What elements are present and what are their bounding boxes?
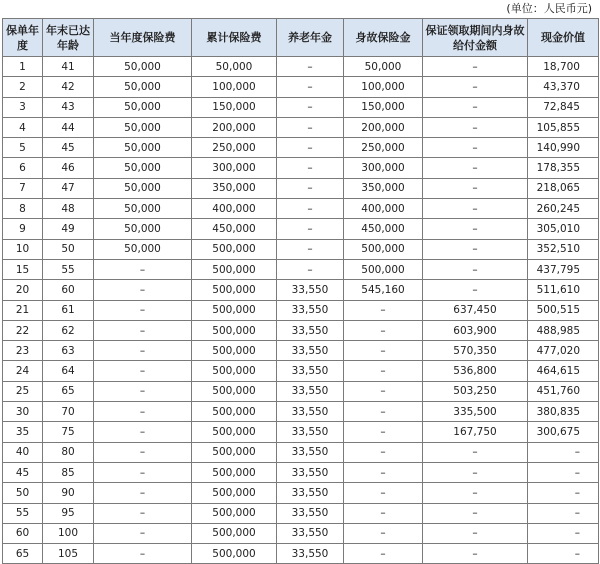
cell-guaranteed-death-payment: 335,500 bbox=[423, 402, 528, 422]
cell-cash-value: 305,010 bbox=[528, 219, 599, 239]
cell-policy-year: 24 bbox=[3, 361, 43, 381]
cell-death-benefit: – bbox=[344, 402, 423, 422]
cell-annual-premium: 50,000 bbox=[94, 97, 192, 117]
cell-policy-year: 4 bbox=[3, 117, 43, 137]
cell-cumulative-premium: 500,000 bbox=[192, 239, 277, 259]
cell-death-benefit: 300,000 bbox=[344, 158, 423, 178]
cell-pension-annuity: 33,550 bbox=[277, 341, 344, 361]
cell-guaranteed-death-payment: 503,250 bbox=[423, 381, 528, 401]
cell-cumulative-premium: 500,000 bbox=[192, 523, 277, 543]
cell-pension-annuity: – bbox=[277, 178, 344, 198]
cell-death-benefit: 350,000 bbox=[344, 178, 423, 198]
cell-cumulative-premium: 500,000 bbox=[192, 259, 277, 279]
cell-guaranteed-death-payment: – bbox=[423, 57, 528, 77]
cell-annual-premium: 50,000 bbox=[94, 239, 192, 259]
cell-cumulative-premium: 500,000 bbox=[192, 544, 277, 564]
cell-cumulative-premium: 500,000 bbox=[192, 483, 277, 503]
unit-note: (单位：人民币元) bbox=[506, 2, 592, 15]
table-row bbox=[3, 158, 599, 178]
cell-guaranteed-death-payment: – bbox=[423, 544, 528, 564]
cell-cash-value: 464,615 bbox=[528, 361, 599, 381]
cell-guaranteed-death-payment: – bbox=[423, 199, 528, 219]
cell-age: 105 bbox=[43, 544, 94, 564]
cell-policy-year: 40 bbox=[3, 442, 43, 462]
header-guaranteed-death-payment: 保证领取期间内身故给付金额 bbox=[423, 19, 528, 57]
cell-cumulative-premium: 500,000 bbox=[192, 280, 277, 300]
cell-guaranteed-death-payment: – bbox=[423, 462, 528, 482]
cell-guaranteed-death-payment: 637,450 bbox=[423, 300, 528, 320]
cell-annual-premium: – bbox=[94, 544, 192, 564]
cell-annual-premium: – bbox=[94, 442, 192, 462]
cell-annual-premium: 50,000 bbox=[94, 138, 192, 158]
cell-annual-premium: 50,000 bbox=[94, 77, 192, 97]
table-row bbox=[3, 462, 599, 482]
cell-cash-value: – bbox=[528, 544, 599, 564]
cell-pension-annuity: – bbox=[277, 138, 344, 158]
cell-death-benefit: – bbox=[344, 300, 423, 320]
cell-cumulative-premium: 450,000 bbox=[192, 219, 277, 239]
cell-death-benefit: – bbox=[344, 361, 423, 381]
table-row bbox=[3, 503, 599, 523]
cell-policy-year: 60 bbox=[3, 523, 43, 543]
cell-cumulative-premium: 500,000 bbox=[192, 361, 277, 381]
cell-pension-annuity: – bbox=[277, 239, 344, 259]
cell-policy-year: 22 bbox=[3, 320, 43, 340]
cell-guaranteed-death-payment: – bbox=[423, 523, 528, 543]
header-pension-annuity: 养老年金 bbox=[277, 19, 344, 57]
cell-age: 64 bbox=[43, 361, 94, 381]
cell-death-benefit: 250,000 bbox=[344, 138, 423, 158]
cell-cash-value: 488,985 bbox=[528, 320, 599, 340]
cell-policy-year: 45 bbox=[3, 462, 43, 482]
cell-cumulative-premium: 500,000 bbox=[192, 503, 277, 523]
cell-pension-annuity: 33,550 bbox=[277, 320, 344, 340]
cell-pension-annuity: 33,550 bbox=[277, 544, 344, 564]
cell-annual-premium: – bbox=[94, 483, 192, 503]
table-row bbox=[3, 239, 599, 259]
cell-policy-year: 25 bbox=[3, 381, 43, 401]
header-cash-value: 现金价值 bbox=[528, 19, 599, 57]
cell-age: 49 bbox=[43, 219, 94, 239]
cell-cash-value: – bbox=[528, 503, 599, 523]
cell-pension-annuity: 33,550 bbox=[277, 361, 344, 381]
cell-cumulative-premium: 350,000 bbox=[192, 178, 277, 198]
cell-policy-year: 5 bbox=[3, 138, 43, 158]
cell-cash-value: – bbox=[528, 523, 599, 543]
cell-annual-premium: – bbox=[94, 503, 192, 523]
cell-age: 80 bbox=[43, 442, 94, 462]
cell-cash-value: 500,515 bbox=[528, 300, 599, 320]
cell-death-benefit: 150,000 bbox=[344, 97, 423, 117]
cell-pension-annuity: – bbox=[277, 219, 344, 239]
cell-age: 55 bbox=[43, 259, 94, 279]
table-row bbox=[3, 341, 599, 361]
cell-pension-annuity: – bbox=[277, 97, 344, 117]
cell-age: 60 bbox=[43, 280, 94, 300]
cell-policy-year: 23 bbox=[3, 341, 43, 361]
cell-annual-premium: – bbox=[94, 422, 192, 442]
table-row bbox=[3, 381, 599, 401]
cell-cumulative-premium: 500,000 bbox=[192, 422, 277, 442]
cell-policy-year: 55 bbox=[3, 503, 43, 523]
table-row bbox=[3, 199, 599, 219]
cell-death-benefit: 500,000 bbox=[344, 259, 423, 279]
cell-death-benefit: – bbox=[344, 503, 423, 523]
cell-guaranteed-death-payment: – bbox=[423, 259, 528, 279]
header-policy-year: 保单年度 bbox=[3, 19, 43, 57]
cell-annual-premium: 50,000 bbox=[94, 219, 192, 239]
table-row bbox=[3, 442, 599, 462]
cell-death-benefit: 400,000 bbox=[344, 199, 423, 219]
cell-guaranteed-death-payment: 536,800 bbox=[423, 361, 528, 381]
table-row bbox=[3, 117, 599, 137]
cell-policy-year: 21 bbox=[3, 300, 43, 320]
cell-age: 75 bbox=[43, 422, 94, 442]
cell-guaranteed-death-payment: 570,350 bbox=[423, 341, 528, 361]
cell-annual-premium: – bbox=[94, 280, 192, 300]
cell-pension-annuity: – bbox=[277, 77, 344, 97]
cell-age: 62 bbox=[43, 320, 94, 340]
cell-policy-year: 1 bbox=[3, 57, 43, 77]
cell-death-benefit: – bbox=[344, 341, 423, 361]
cell-annual-premium: – bbox=[94, 402, 192, 422]
cell-annual-premium: – bbox=[94, 341, 192, 361]
benefit-table bbox=[2, 18, 599, 564]
cell-guaranteed-death-payment: – bbox=[423, 158, 528, 178]
cell-death-benefit: – bbox=[344, 381, 423, 401]
cell-cumulative-premium: 150,000 bbox=[192, 97, 277, 117]
cell-annual-premium: – bbox=[94, 300, 192, 320]
cell-cash-value: 178,355 bbox=[528, 158, 599, 178]
cell-cash-value: 451,760 bbox=[528, 381, 599, 401]
cell-annual-premium: 50,000 bbox=[94, 178, 192, 198]
cell-pension-annuity: – bbox=[277, 57, 344, 77]
cell-policy-year: 10 bbox=[3, 239, 43, 259]
cell-pension-annuity: 33,550 bbox=[277, 523, 344, 543]
cell-age: 47 bbox=[43, 178, 94, 198]
cell-death-benefit: 100,000 bbox=[344, 77, 423, 97]
cell-policy-year: 2 bbox=[3, 77, 43, 97]
cell-age: 41 bbox=[43, 57, 94, 77]
cell-death-benefit: 545,160 bbox=[344, 280, 423, 300]
cell-policy-year: 65 bbox=[3, 544, 43, 564]
cell-guaranteed-death-payment: – bbox=[423, 442, 528, 462]
cell-cash-value: 380,835 bbox=[528, 402, 599, 422]
cell-guaranteed-death-payment: – bbox=[423, 138, 528, 158]
table-row bbox=[3, 523, 599, 543]
table-row bbox=[3, 138, 599, 158]
cell-pension-annuity: – bbox=[277, 158, 344, 178]
table-row bbox=[3, 219, 599, 239]
table-row bbox=[3, 361, 599, 381]
cell-guaranteed-death-payment: – bbox=[423, 483, 528, 503]
cell-annual-premium: 50,000 bbox=[94, 199, 192, 219]
cell-pension-annuity: – bbox=[277, 259, 344, 279]
cell-cash-value: – bbox=[528, 442, 599, 462]
table-row bbox=[3, 77, 599, 97]
table-row bbox=[3, 178, 599, 198]
cell-age: 85 bbox=[43, 462, 94, 482]
cell-guaranteed-death-payment: – bbox=[423, 219, 528, 239]
cell-cumulative-premium: 50,000 bbox=[192, 57, 277, 77]
cell-guaranteed-death-payment: – bbox=[423, 117, 528, 137]
header-cumulative-premium: 累计保险费 bbox=[192, 19, 277, 57]
table-row bbox=[3, 483, 599, 503]
cell-guaranteed-death-payment: – bbox=[423, 280, 528, 300]
cell-pension-annuity: 33,550 bbox=[277, 300, 344, 320]
table-body bbox=[3, 57, 599, 564]
header-death-benefit: 身故保险金 bbox=[344, 19, 423, 57]
cell-cumulative-premium: 400,000 bbox=[192, 199, 277, 219]
cell-pension-annuity: 33,550 bbox=[277, 503, 344, 523]
cell-cash-value: 218,065 bbox=[528, 178, 599, 198]
cell-cumulative-premium: 100,000 bbox=[192, 77, 277, 97]
cell-cumulative-premium: 500,000 bbox=[192, 341, 277, 361]
cell-age: 45 bbox=[43, 138, 94, 158]
cell-annual-premium: – bbox=[94, 462, 192, 482]
cell-cash-value: 43,370 bbox=[528, 77, 599, 97]
cell-cumulative-premium: 500,000 bbox=[192, 381, 277, 401]
cell-death-benefit: 50,000 bbox=[344, 57, 423, 77]
cell-pension-annuity: – bbox=[277, 199, 344, 219]
cell-annual-premium: 50,000 bbox=[94, 117, 192, 137]
cell-age: 63 bbox=[43, 341, 94, 361]
cell-annual-premium: 50,000 bbox=[94, 57, 192, 77]
cell-cumulative-premium: 200,000 bbox=[192, 117, 277, 137]
cell-death-benefit: – bbox=[344, 462, 423, 482]
cell-cash-value: 477,020 bbox=[528, 341, 599, 361]
cell-age: 95 bbox=[43, 503, 94, 523]
cell-death-benefit: 450,000 bbox=[344, 219, 423, 239]
table-row bbox=[3, 422, 599, 442]
cell-pension-annuity: 33,550 bbox=[277, 422, 344, 442]
cell-cash-value: 18,700 bbox=[528, 57, 599, 77]
cell-pension-annuity: 33,550 bbox=[277, 402, 344, 422]
cell-death-benefit: 200,000 bbox=[344, 117, 423, 137]
cell-age: 90 bbox=[43, 483, 94, 503]
cell-cash-value: 260,245 bbox=[528, 199, 599, 219]
cell-death-benefit: – bbox=[344, 544, 423, 564]
cell-age: 42 bbox=[43, 77, 94, 97]
cell-policy-year: 6 bbox=[3, 158, 43, 178]
cell-policy-year: 50 bbox=[3, 483, 43, 503]
cell-death-benefit: – bbox=[344, 483, 423, 503]
cell-pension-annuity: 33,550 bbox=[277, 280, 344, 300]
cell-age: 65 bbox=[43, 381, 94, 401]
cell-cash-value: 105,855 bbox=[528, 117, 599, 137]
cell-annual-premium: – bbox=[94, 259, 192, 279]
table-row bbox=[3, 544, 599, 564]
cell-pension-annuity: 33,550 bbox=[277, 483, 344, 503]
header-age: 年末已达年龄 bbox=[43, 19, 94, 57]
cell-age: 50 bbox=[43, 239, 94, 259]
cell-age: 48 bbox=[43, 199, 94, 219]
cell-cash-value: 511,610 bbox=[528, 280, 599, 300]
cell-annual-premium: – bbox=[94, 381, 192, 401]
cell-policy-year: 15 bbox=[3, 259, 43, 279]
cell-age: 43 bbox=[43, 97, 94, 117]
cell-cumulative-premium: 500,000 bbox=[192, 462, 277, 482]
table-row bbox=[3, 280, 599, 300]
cell-age: 61 bbox=[43, 300, 94, 320]
cell-policy-year: 8 bbox=[3, 199, 43, 219]
cell-pension-annuity: 33,550 bbox=[277, 442, 344, 462]
table-row bbox=[3, 57, 599, 77]
cell-age: 46 bbox=[43, 158, 94, 178]
table-row bbox=[3, 320, 599, 340]
cell-guaranteed-death-payment: – bbox=[423, 97, 528, 117]
table-row bbox=[3, 402, 599, 422]
cell-guaranteed-death-payment: – bbox=[423, 77, 528, 97]
cell-pension-annuity: 33,550 bbox=[277, 462, 344, 482]
cell-cumulative-premium: 300,000 bbox=[192, 158, 277, 178]
table-row bbox=[3, 300, 599, 320]
cell-cumulative-premium: 500,000 bbox=[192, 320, 277, 340]
table-header-row bbox=[3, 19, 599, 57]
cell-guaranteed-death-payment: – bbox=[423, 178, 528, 198]
cell-cumulative-premium: 500,000 bbox=[192, 300, 277, 320]
header-annual-premium: 当年度保险费 bbox=[94, 19, 192, 57]
cell-age: 70 bbox=[43, 402, 94, 422]
cell-cash-value: 352,510 bbox=[528, 239, 599, 259]
cell-death-benefit: – bbox=[344, 442, 423, 462]
cell-cash-value: 72,845 bbox=[528, 97, 599, 117]
cell-annual-premium: – bbox=[94, 361, 192, 381]
cell-policy-year: 7 bbox=[3, 178, 43, 198]
cell-cash-value: 437,795 bbox=[528, 259, 599, 279]
cell-death-benefit: – bbox=[344, 523, 423, 543]
cell-cumulative-premium: 500,000 bbox=[192, 442, 277, 462]
cell-annual-premium: – bbox=[94, 523, 192, 543]
cell-pension-annuity: 33,550 bbox=[277, 381, 344, 401]
cell-annual-premium: – bbox=[94, 320, 192, 340]
cell-annual-premium: 50,000 bbox=[94, 158, 192, 178]
cell-death-benefit: – bbox=[344, 422, 423, 442]
cell-cash-value: 140,990 bbox=[528, 138, 599, 158]
cell-cash-value: – bbox=[528, 483, 599, 503]
cell-cash-value: 300,675 bbox=[528, 422, 599, 442]
cell-death-benefit: 500,000 bbox=[344, 239, 423, 259]
cell-policy-year: 35 bbox=[3, 422, 43, 442]
cell-guaranteed-death-payment: – bbox=[423, 239, 528, 259]
cell-guaranteed-death-payment: – bbox=[423, 503, 528, 523]
cell-death-benefit: – bbox=[344, 320, 423, 340]
cell-guaranteed-death-payment: 603,900 bbox=[423, 320, 528, 340]
cell-cumulative-premium: 500,000 bbox=[192, 402, 277, 422]
table-row bbox=[3, 259, 599, 279]
cell-age: 100 bbox=[43, 523, 94, 543]
cell-policy-year: 9 bbox=[3, 219, 43, 239]
cell-age: 44 bbox=[43, 117, 94, 137]
cell-policy-year: 20 bbox=[3, 280, 43, 300]
cell-cumulative-premium: 250,000 bbox=[192, 138, 277, 158]
cell-pension-annuity: – bbox=[277, 117, 344, 137]
cell-policy-year: 30 bbox=[3, 402, 43, 422]
cell-cash-value: – bbox=[528, 462, 599, 482]
cell-guaranteed-death-payment: 167,750 bbox=[423, 422, 528, 442]
table-row bbox=[3, 97, 599, 117]
cell-policy-year: 3 bbox=[3, 97, 43, 117]
